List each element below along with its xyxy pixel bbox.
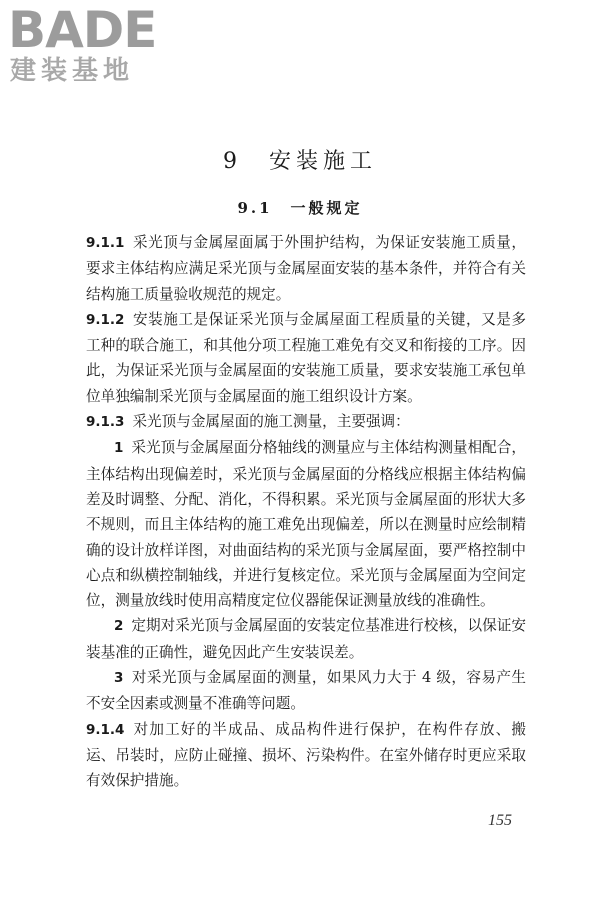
item-text: 采光顶与金属屋面分格轴线的测量应与主体结构测量相配合，主体结构出现偏差时，采光顶与金属屋面的分格线应根据主体结构偏差及时调整、分配、消化，不得积累。采光顶与金属屋面的形状大多不规则，而且主体结构的施工难免出现偏差，所以在测量时应绘制精确的设计放样详图，对曲面结构的采光顶与金属屋面，要严格控制中心点和纵横控制轴线，并进行复核定位。采光顶与金属屋面为空间定位，测量放线时使用高精度定位仪器能保证测量放线的准确性。 (86, 439, 526, 610)
body-text (86, 230, 526, 794)
chapter-title: 9 安装施工 (223, 149, 377, 174)
clause-9-1-3-item-2 (86, 613, 526, 665)
section-title: 9.1 一般规定 (237, 199, 363, 217)
page-number: 155 (488, 812, 512, 829)
logo-text: BADE (8, 1, 157, 59)
clause-9-1-3-item-1 (86, 435, 526, 613)
clause-number: 9.1.2 (86, 311, 125, 328)
clause-number: 9.1.3 (86, 414, 125, 431)
item-text: 定期对采光顶与金属屋面的安装定位基准进行校核，以保证安装基准的正确性，避免因此产生安装误差。 (86, 617, 526, 661)
item-text: 对采光顶与金属屋面的测量，如果风力大于 4 级，容易产生不安全因素或测量不准确等问题。 (86, 669, 526, 713)
clause-text: 对加工好的半成品、成品构件进行保护，在构件存放、搬运、吊装时，应防止碰撞、损坏、污染构件。在室外储存时更应采取有效保护措施。 (86, 720, 526, 790)
clause-text: 采光顶与金属屋面属于外围护结构，为保证安装施工质量，要求主体结构应满足采光顶与金属屋面安装的基本条件，并符合有关结构施工质量验收规范的规定。 (86, 234, 526, 303)
clause-9-1-4 (86, 717, 526, 794)
item-number: 2 (114, 618, 124, 635)
clause-9-1-3-item-3 (86, 665, 526, 717)
clause-text: 采光顶与金属屋面的施工测量，主要强调： (132, 413, 410, 431)
clause-number: 9.1.4 (86, 721, 125, 738)
logo-subtext: 建装基地 (10, 56, 135, 86)
item-number: 1 (114, 440, 124, 457)
watermark-logo (8, 1, 178, 90)
clause-text: 安装施工是保证采光顶与金属屋面工程质量的关键，又是多工种的联合施工，和其他分项工程施工难免有交叉和衔接的工序。因此，为保证采光顶与金属屋面的安装施工质量，要求安装施工承包单位单独编制采光顶与金属屋面的施工组织设计方案。 (86, 310, 526, 405)
clause-number: 9.1.1 (86, 235, 125, 251)
clause-9-1-2 (86, 307, 526, 409)
clause-9-1-3 (86, 409, 526, 435)
clause-9-1-1 (86, 230, 526, 307)
item-number: 3 (114, 670, 124, 687)
